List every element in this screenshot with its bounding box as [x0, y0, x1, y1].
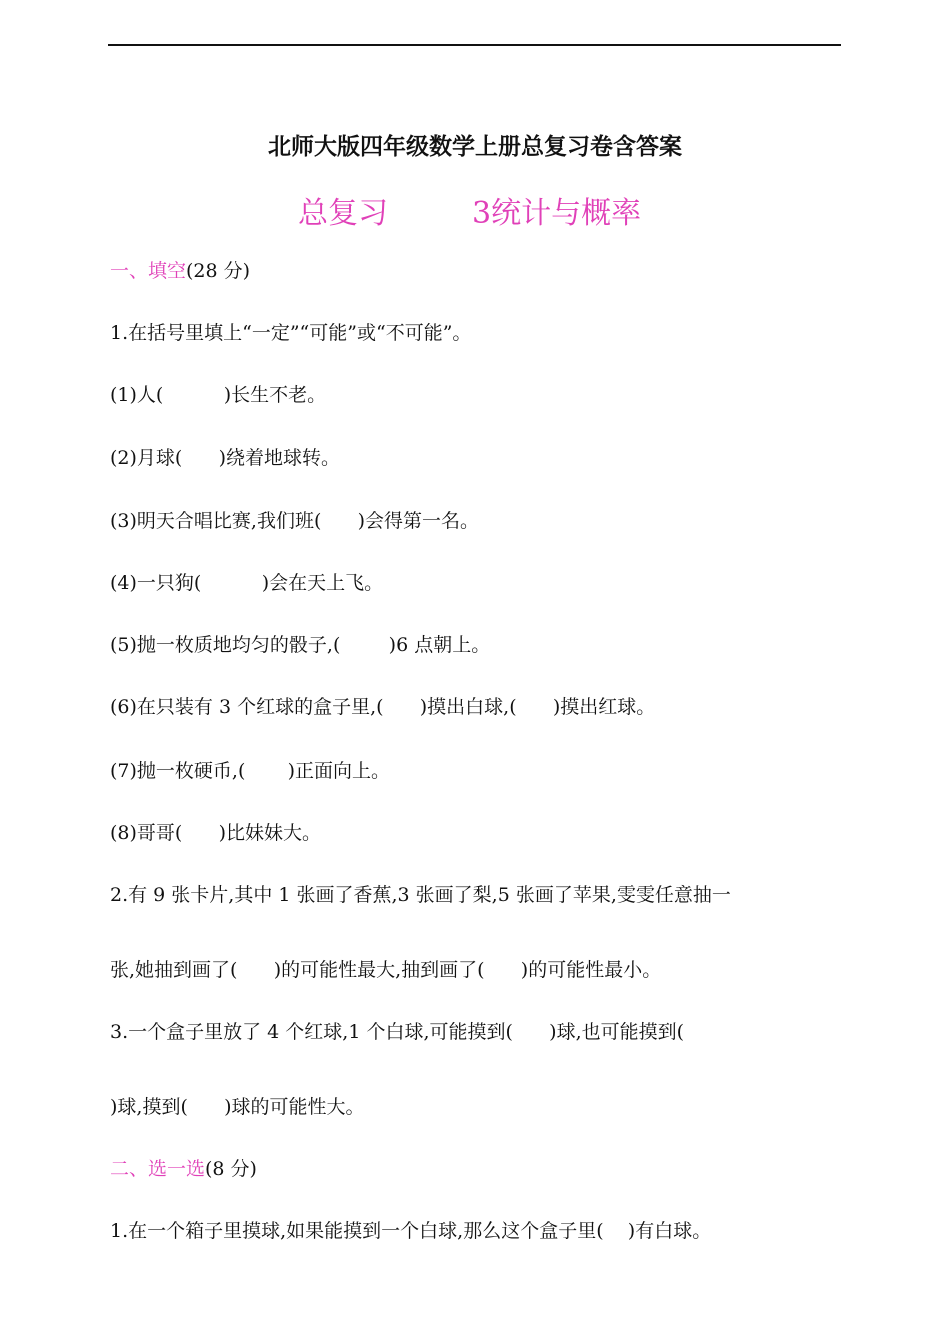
question-2-line-2: 张,她抽到画了( )的可能性最大,抽到画了( )的可能性最小。 — [110, 959, 662, 981]
section-heading-multiple-choice — [110, 1154, 257, 1181]
question-1: 1.在括号里填上“一定”“可能”或“不可能”。 — [110, 322, 472, 344]
section-label: 二、选一选 — [110, 1158, 206, 1180]
question-1-item-2: (2)月球( )绕着地球转。 — [110, 447, 340, 469]
section-heading-fill-blanks — [110, 256, 250, 283]
question-3-line-2: )球,摸到( )球的可能性大。 — [110, 1096, 365, 1118]
question-2-line-1: 2.有 9 张卡片,其中 1 张画了香蕉,3 张画了梨,5 张画了苹果,雯雯任意抽一 — [110, 884, 731, 906]
section-score: (28 分) — [186, 260, 251, 282]
choice-question-1: 1.在一个箱子里摸球,如果能摸到一个白球,那么这个盒子里( )有白球。 — [110, 1220, 712, 1242]
header-rule — [108, 44, 841, 46]
document-title: 北师大版四年级数学上册总复习卷含答案 — [268, 134, 682, 160]
question-1-item-3: (3)明天合唱比赛,我们班( )会得第一名。 — [110, 510, 480, 532]
question-3-line-1: 3.一个盒子里放了 4 个红球,1 个白球,可能摸到( )球,也可能摸到( — [110, 1021, 685, 1043]
section-score: (8 分) — [205, 1158, 257, 1180]
question-1-item-7: (7)抛一枚硬币,( )正面向上。 — [110, 760, 391, 782]
question-1-item-1: (1)人( )长生不老。 — [110, 384, 327, 406]
section-label: 一、填空 — [110, 260, 187, 282]
question-1-item-4: (4)一只狗( )会在天上飞。 — [110, 572, 384, 594]
question-1-item-8: (8)哥哥( )比妹妹大。 — [110, 822, 321, 844]
subtitle-topic: 3统计与概率 — [472, 196, 642, 231]
question-1-item-5: (5)抛一枚质地均匀的骰子,( )6 点朝上。 — [110, 634, 491, 656]
subtitle-review: 总复习 — [298, 196, 388, 231]
question-1-item-6: (6)在只装有 3 个红球的盒子里,( )摸出白球,( )摸出红球。 — [110, 696, 656, 718]
